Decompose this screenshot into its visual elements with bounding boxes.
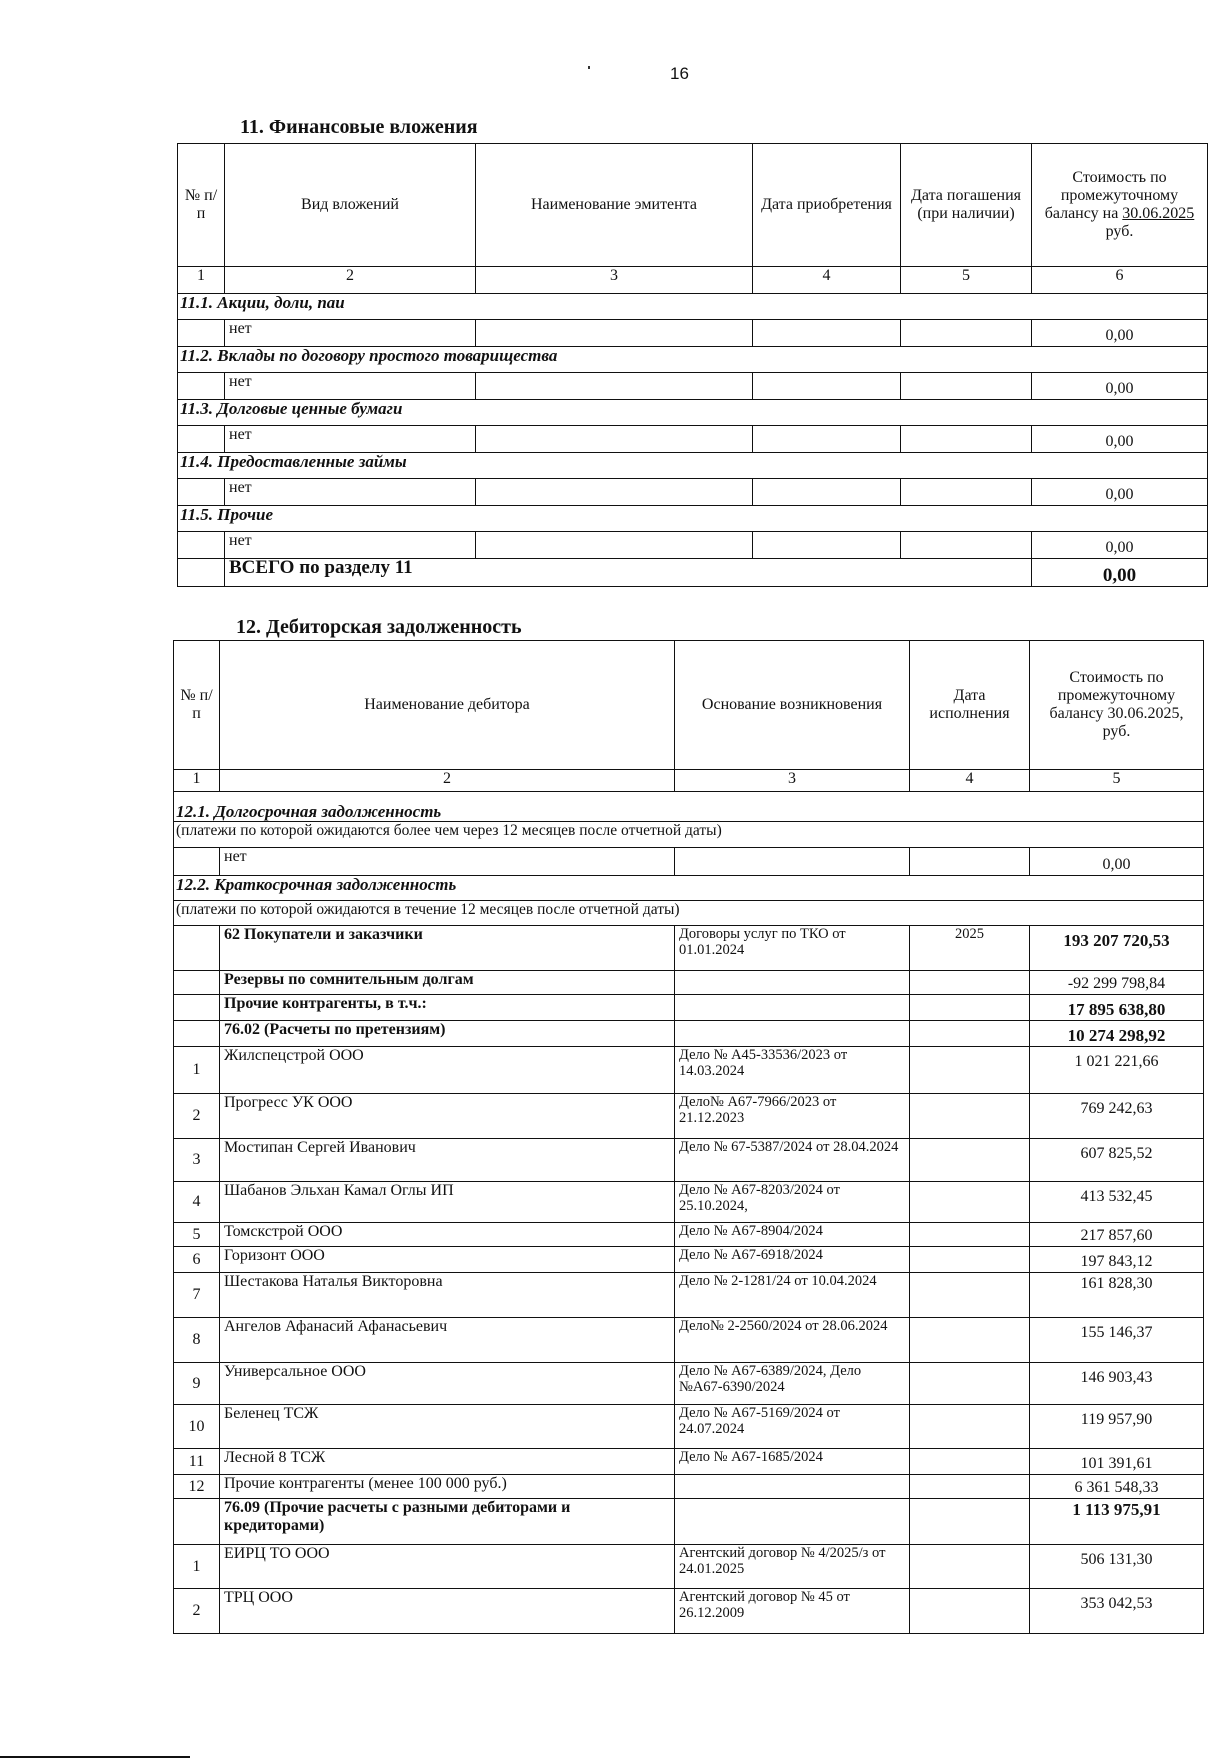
row-number: 8: [174, 1318, 220, 1363]
row-number: 10: [174, 1405, 220, 1449]
page-number: 16: [670, 64, 689, 83]
basis: Дело № 67-5387/2024 от 28.04.2024: [675, 1139, 910, 1182]
due-date: [910, 1047, 1030, 1094]
header-debtor-name: Наименование дебитора: [220, 641, 675, 770]
debtor-name: Горизонт ООО: [220, 1247, 675, 1273]
balance-value: 101 391,61: [1030, 1449, 1204, 1475]
summary-row: [174, 995, 1204, 1021]
basis: Агентский договор № 4/2025/з от 24.01.2025: [675, 1545, 910, 1589]
debtor-name: Мостипан Сергей Иванович: [220, 1139, 675, 1182]
header-issuer: Наименование эмитента: [476, 144, 753, 267]
balance-value: 769 242,63: [1030, 1094, 1204, 1139]
financial-investments-table: [177, 143, 1208, 587]
col-number-3: 3: [675, 770, 910, 792]
col-number-2: 2: [220, 770, 675, 792]
balance-value: 0,00: [1030, 848, 1204, 876]
header-balance-date: 30.06.2025: [1122, 205, 1195, 222]
table-row: [178, 479, 1208, 506]
balance-value: 146 903,43: [1030, 1363, 1204, 1405]
balance-value: 0,00: [1032, 320, 1208, 347]
debtor-name: Универсальное ООО: [220, 1363, 675, 1405]
due-date: [910, 1139, 1030, 1182]
balance-value: 0,00: [1032, 532, 1208, 559]
header-basis: Основание возникновения: [675, 641, 910, 770]
basis: Дело № А67-6918/2024: [675, 1247, 910, 1273]
table-row: [178, 532, 1208, 559]
table-row: [174, 1405, 1204, 1449]
group-title: 11.1. Акции, доли, паи: [178, 294, 1208, 320]
due-date: [910, 1363, 1030, 1405]
investment-type: нет: [225, 373, 476, 400]
table-row: [174, 1223, 1204, 1247]
balance-value: 1 021 221,66: [1030, 1047, 1204, 1094]
investment-type: нет: [225, 532, 476, 559]
due-date: [910, 1247, 1030, 1273]
col-number-3: 3: [476, 267, 753, 294]
long-term-title: 12.1. Долгосрочная задолженность: [174, 792, 1204, 822]
total-row: [178, 559, 1208, 587]
basis: Дело № А45-33536/2023 от 14.03.2024: [675, 1047, 910, 1094]
debtor-name: нет: [220, 848, 675, 876]
header-acquisition-date: Дата приобретения: [753, 144, 901, 267]
short-term-title: 12.2. Краткосрочная задолженность: [174, 876, 1204, 901]
due-date: [910, 1273, 1030, 1318]
balance-value: 197 843,12: [1030, 1247, 1204, 1273]
balance-value: 413 532,45: [1030, 1182, 1204, 1223]
basis: Дело№ А67-7966/2023 от 21.12.2023: [675, 1094, 910, 1139]
due-date: [910, 1182, 1030, 1223]
due-date: [910, 1405, 1030, 1449]
scan-speck: [588, 66, 590, 69]
balance-value: 0,00: [1032, 479, 1208, 506]
header-number: № п/п: [178, 144, 225, 267]
table-row: [174, 1589, 1204, 1634]
row-number: 1: [174, 1047, 220, 1094]
balance-value: 217 857,60: [1030, 1223, 1204, 1247]
col-number-6: 6: [1032, 267, 1208, 294]
balance-value: 353 042,53: [1030, 1589, 1204, 1634]
balance-value: 1 113 975,91: [1030, 1499, 1204, 1545]
basis: Дело № А67-8203/2024 от 25.10.2024,: [675, 1182, 910, 1223]
debtor-name: Ангелов Афанасий Афанасьевич: [220, 1318, 675, 1363]
long-term-note: (платежи по которой ожидаются более чем через 12 месяцев после отчетной даты): [174, 822, 1204, 848]
table-row: [174, 1475, 1204, 1499]
header-balance-value: [1032, 144, 1208, 267]
header-due-date: Дата исполнения: [910, 641, 1030, 770]
section-12-title: 12. Дебиторская задолженность: [236, 616, 522, 638]
due-date: [910, 1223, 1030, 1247]
due-date: [910, 1589, 1030, 1634]
debtor-name: 76.09 (Прочие расчеты с разными дебиторами и кредиторами): [220, 1499, 675, 1545]
due-date: [910, 1449, 1030, 1475]
due-date: [910, 1545, 1030, 1589]
basis: [675, 1475, 910, 1499]
basis: Договоры услуг по ТКО от 01.01.2024: [675, 926, 910, 971]
table-row: [178, 320, 1208, 347]
debtor-name: Лесной 8 ТСЖ: [220, 1449, 675, 1475]
debtor-name: Жилспецстрой ООО: [220, 1047, 675, 1094]
total-value: 0,00: [1032, 559, 1208, 587]
basis: Дело № А67-5169/2024 от 24.07.2024: [675, 1405, 910, 1449]
balance-value: 607 825,52: [1030, 1139, 1204, 1182]
col-number-2: 2: [225, 267, 476, 294]
col-number-1: 1: [174, 770, 220, 792]
row-number: 1: [174, 1545, 220, 1589]
due-date: [910, 1094, 1030, 1139]
summary-row: [174, 926, 1204, 971]
debtor-name: Шабанов Эльхан Камал Оглы ИП: [220, 1182, 675, 1223]
table-row: [174, 1139, 1204, 1182]
debtor-name: 62 Покупатели и заказчики: [220, 926, 675, 971]
table-row: [174, 1047, 1204, 1094]
basis: Дело № А67-8904/2024: [675, 1223, 910, 1247]
balance-value: 6 361 548,33: [1030, 1475, 1204, 1499]
due-date: [910, 1318, 1030, 1363]
investment-type: нет: [225, 426, 476, 453]
table-row: [174, 1449, 1204, 1475]
table-row: [174, 1545, 1204, 1589]
row-number: 3: [174, 1139, 220, 1182]
balance-value: 161 828,30: [1030, 1273, 1204, 1318]
table-row: [174, 1094, 1204, 1139]
row-number: 4: [174, 1182, 220, 1223]
row-number: 9: [174, 1363, 220, 1405]
row-number: 6: [174, 1247, 220, 1273]
table-row: [174, 1318, 1204, 1363]
debtor-name: Прочие контрагенты (менее 100 000 руб.): [220, 1475, 675, 1499]
balance-value: 193 207 720,53: [1030, 926, 1204, 971]
basis: Дело № 2-1281/24 от 10.04.2024: [675, 1273, 910, 1318]
col-number-1: 1: [178, 267, 225, 294]
col-number-5: 5: [901, 267, 1032, 294]
header-maturity-date: Дата погашения (при наличии): [901, 144, 1032, 267]
col-number-4: 4: [753, 267, 901, 294]
table-row: [174, 1247, 1204, 1273]
balance-value: 506 131,30: [1030, 1545, 1204, 1589]
col-number-5: 5: [1030, 770, 1204, 792]
row-number: 12: [174, 1475, 220, 1499]
summary-row: [174, 971, 1204, 995]
row-number: 11: [174, 1449, 220, 1475]
debtor-name: ЕИРЦ ТО ООО: [220, 1545, 675, 1589]
debtor-name: Беленец ТСЖ: [220, 1405, 675, 1449]
balance-value: -92 299 798,84: [1030, 971, 1204, 995]
balance-value: 10 274 298,92: [1030, 1021, 1204, 1047]
debtor-name: 76.02 (Расчеты по претензиям): [220, 1021, 675, 1047]
header-balance-value: Стоимость по промежуточному балансу 30.06.2025, руб.: [1030, 641, 1204, 770]
group-title: 11.2. Вклады по договору простого товарищества: [178, 347, 1208, 373]
debtor-name: Резервы по сомнительным долгам: [220, 971, 675, 995]
summary-row: [174, 1499, 1204, 1545]
table-row: [174, 1273, 1204, 1318]
section-11-title: 11. Финансовые вложения: [240, 116, 478, 138]
header-balance-label: Стоимость по промежуточному балансу на: [1044, 169, 1179, 222]
col-number-4: 4: [910, 770, 1030, 792]
debtor-name: Шестакова Наталья Викторовна: [220, 1273, 675, 1318]
debtor-name: Прогресс УК ООО: [220, 1094, 675, 1139]
row-number: 2: [174, 1094, 220, 1139]
short-term-note: (платежи по которой ожидаются в течение 12 месяцев после отчетной даты): [174, 901, 1204, 926]
investment-type: нет: [225, 479, 476, 506]
receivables-table: [173, 640, 1204, 1634]
table-row: [178, 373, 1208, 400]
group-title: 11.4. Предоставленные займы: [178, 453, 1208, 479]
header-number: № п/п: [174, 641, 220, 770]
row-number: 7: [174, 1273, 220, 1318]
debtor-name: Прочие контрагенты, в т.ч.:: [220, 995, 675, 1021]
table-row: [174, 1363, 1204, 1405]
total-label: ВСЕГО по разделу 11: [225, 559, 1032, 587]
summary-row: [174, 1021, 1204, 1047]
table-row: [174, 1182, 1204, 1223]
due-date: 2025: [910, 926, 1030, 971]
investment-type: нет: [225, 320, 476, 347]
debtor-name: ТРЦ ООО: [220, 1589, 675, 1634]
group-title: 11.3. Долговые ценные бумаги: [178, 400, 1208, 426]
balance-value: 119 957,90: [1030, 1405, 1204, 1449]
table-row: [178, 426, 1208, 453]
balance-value: 155 146,37: [1030, 1318, 1204, 1363]
footer-rule: [0, 1756, 190, 1758]
debtor-name: Томскстрой ООО: [220, 1223, 675, 1247]
balance-value: 0,00: [1032, 426, 1208, 453]
row-number: 2: [174, 1589, 220, 1634]
balance-value: 17 895 638,80: [1030, 995, 1204, 1021]
header-balance-unit: руб.: [1105, 223, 1134, 240]
basis: Дело № А67-6389/2024, Дело №А67-6390/2024: [675, 1363, 910, 1405]
due-date: [910, 1475, 1030, 1499]
table-row: [174, 848, 1204, 876]
basis: Дело № А67-1685/2024: [675, 1449, 910, 1475]
basis: Дело№ 2-2560/2024 от 28.06.2024: [675, 1318, 910, 1363]
basis: Агентский договор № 45 от 26.12.2009: [675, 1589, 910, 1634]
group-title: 11.5. Прочие: [178, 506, 1208, 532]
row-number: 5: [174, 1223, 220, 1247]
header-investment-type: Вид вложений: [225, 144, 476, 267]
balance-value: 0,00: [1032, 373, 1208, 400]
